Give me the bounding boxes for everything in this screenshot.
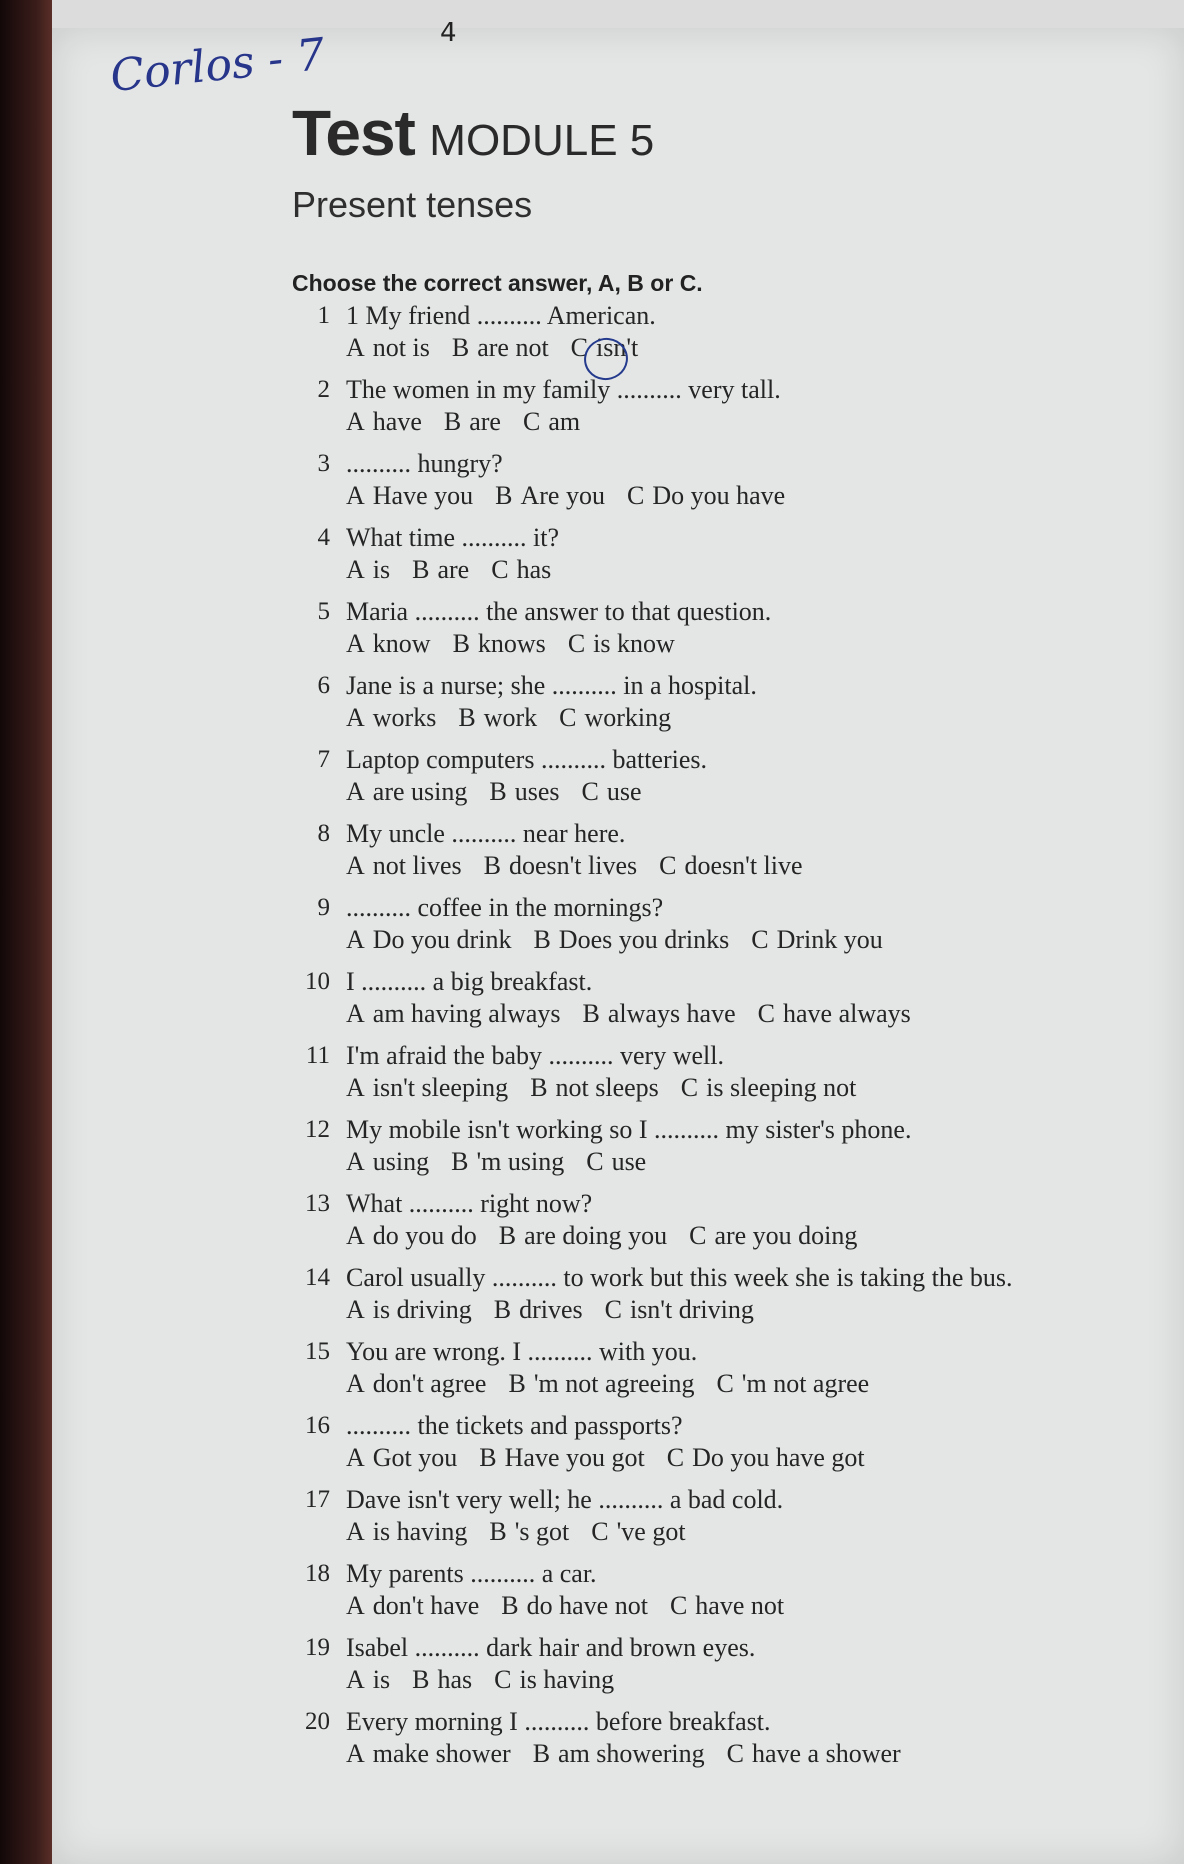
answer-option (495, 481, 605, 510)
answer-options (346, 850, 1170, 882)
option-letter: C (726, 1739, 744, 1768)
option-text: doesn't live (684, 851, 803, 880)
answer-option (523, 407, 580, 436)
question-stem: My parents .......... a car. (346, 1559, 597, 1588)
option-letter: C (559, 703, 577, 732)
answer-option (689, 1221, 857, 1250)
option-text: is having (519, 1665, 615, 1694)
answer-options (346, 776, 1170, 808)
question-number: 2 (317, 376, 330, 403)
answer-option (667, 1443, 865, 1472)
question-number: 20 (305, 1708, 330, 1735)
option-letter: C (666, 1443, 685, 1472)
option-text: Does you drinks (558, 925, 730, 954)
answer-option (346, 1147, 429, 1176)
question-number: 8 (317, 820, 330, 847)
answer-options (346, 1072, 1170, 1104)
answer-option (453, 629, 546, 658)
title-module: MODULE 5 (429, 116, 655, 165)
answer-options (346, 924, 1170, 956)
answer-option (346, 481, 473, 510)
option-text: is having (372, 1517, 468, 1546)
option-text: are you doing (714, 1221, 858, 1250)
option-text: have a shower (751, 1739, 901, 1768)
answer-option (586, 1147, 646, 1176)
option-letter: C (567, 629, 586, 658)
option-text: am having always (372, 999, 561, 1028)
option-letter: A (346, 1739, 365, 1768)
option-letter: C (757, 999, 775, 1028)
option-text: 'm not agreeing (533, 1369, 695, 1398)
question-number: 19 (305, 1634, 330, 1661)
answer-option (605, 1295, 754, 1324)
question-item (290, 966, 1170, 1030)
answer-option (346, 925, 511, 954)
option-text: am showering (558, 1739, 705, 1768)
question-number: 11 (305, 1042, 330, 1069)
option-letter: B (451, 1147, 469, 1176)
question-item (290, 1262, 1170, 1326)
answer-option (452, 333, 549, 362)
question-stem: .......... hungry? (346, 449, 503, 478)
answer-option (458, 703, 537, 732)
answer-option (346, 999, 561, 1028)
answer-option (346, 333, 430, 362)
question-stem: .......... the tickets and passports? (346, 1411, 683, 1440)
option-letter: A (346, 703, 365, 732)
option-letter: B (443, 407, 462, 436)
answer-option (727, 1739, 901, 1768)
answer-options (346, 480, 1170, 512)
option-letter: C (586, 1147, 604, 1176)
option-letter: B (489, 777, 507, 806)
option-text: do have not (526, 1591, 648, 1620)
question-stem: .......... coffee in the mornings? (346, 893, 664, 922)
option-text: 'm using (476, 1147, 565, 1176)
option-text: are (437, 555, 470, 584)
option-text: 's got (514, 1517, 570, 1546)
option-text: uses (514, 777, 560, 806)
option-letter: B (582, 999, 600, 1028)
option-text: are not (477, 333, 549, 362)
option-text: know (372, 629, 431, 658)
answer-options (346, 1368, 1170, 1400)
option-text: is sleeping not (706, 1073, 857, 1102)
question-item (290, 1632, 1170, 1696)
option-letter: C (689, 1221, 707, 1250)
option-letter: C (522, 407, 541, 436)
option-text: work (483, 703, 538, 732)
question-number: 17 (305, 1486, 330, 1513)
option-text: 'm not agree (741, 1369, 870, 1398)
option-letter: B (452, 629, 470, 658)
option-letter: C (494, 1665, 512, 1694)
question-number: 13 (305, 1190, 330, 1217)
question-item (290, 1336, 1170, 1400)
question-number: 4 (317, 524, 330, 551)
option-letter: B (495, 481, 513, 510)
answer-options (346, 1738, 1170, 1770)
option-text: using (372, 1147, 430, 1176)
answer-option (346, 1443, 457, 1472)
answer-option (491, 555, 551, 584)
option-text: is driving (372, 1295, 472, 1324)
option-text: Do you have got (692, 1443, 865, 1472)
option-text: don't have (372, 1591, 480, 1620)
answer-option (412, 1665, 472, 1694)
option-text: has (516, 555, 552, 584)
answer-options (346, 628, 1170, 660)
question-stem: Jane is a nurse; she .......... in a hospital. (346, 671, 757, 700)
question-stem: Every morning I .......... before breakfast. (346, 1707, 771, 1736)
option-text: do you do (372, 1221, 477, 1250)
answer-option (582, 777, 642, 806)
option-letter: A (346, 555, 365, 584)
photo-background-left (0, 0, 52, 1864)
answer-option (681, 1073, 857, 1102)
answer-option (559, 703, 671, 732)
question-number: 12 (305, 1116, 330, 1143)
option-letter: B (533, 925, 551, 954)
option-text: isn't (596, 333, 639, 362)
question-item (290, 1114, 1170, 1178)
question-stem: I .......... a big breakfast. (346, 967, 593, 996)
option-text: is know (593, 629, 675, 658)
option-letter: B (412, 1665, 430, 1694)
answer-option (412, 555, 469, 584)
option-text: knows (477, 629, 546, 658)
option-letter: B (489, 1517, 507, 1546)
answer-option (530, 1073, 659, 1102)
answer-option (444, 407, 501, 436)
answer-option (479, 1443, 644, 1472)
option-letter: A (346, 1517, 365, 1546)
question-number: 16 (305, 1412, 330, 1439)
option-text: doesn't lives (508, 851, 638, 880)
option-text: has (437, 1665, 473, 1694)
option-letter: B (532, 1739, 551, 1768)
title-main: Test (292, 97, 415, 169)
option-letter: A (346, 851, 365, 880)
question-number: 18 (305, 1560, 330, 1587)
option-text: have always (782, 999, 911, 1028)
option-letter: A (346, 1443, 365, 1472)
handwritten-note: Corlos - 7 (107, 28, 328, 103)
answer-option (346, 1591, 479, 1620)
option-text: 've got (616, 1517, 686, 1546)
option-text: works (372, 703, 437, 732)
option-letter: C (581, 777, 599, 806)
option-letter: A (346, 1591, 365, 1620)
option-text: working (584, 703, 672, 732)
option-text: use (606, 777, 642, 806)
option-text: not lives (372, 851, 462, 880)
question-number: 9 (317, 894, 330, 921)
answer-options (346, 554, 1170, 586)
option-letter: A (346, 407, 365, 436)
question-number: 3 (317, 450, 330, 477)
page-title (292, 96, 654, 170)
question-stem: Dave isn't very well; he .......... a bad cold. (346, 1485, 784, 1514)
question-stem: I'm afraid the baby .......... very well. (346, 1041, 724, 1070)
option-letter: A (346, 333, 365, 362)
answer-option (346, 1665, 390, 1694)
option-text: use (611, 1147, 647, 1176)
instruction-text: Choose the correct answer, A, B or C. (292, 270, 703, 296)
answer-option (346, 1517, 467, 1546)
option-letter: A (346, 629, 365, 658)
question-item (290, 892, 1170, 956)
question-item (290, 1706, 1170, 1770)
option-text: Do you drink (372, 925, 512, 954)
answer-option (489, 1517, 569, 1546)
question-number: 10 (305, 968, 330, 995)
answer-option (591, 1517, 685, 1546)
option-text: Do you have (652, 481, 786, 510)
answer-option (627, 481, 785, 510)
question-stem: What .......... right now? (346, 1189, 593, 1218)
top-mark: 4 (440, 18, 457, 48)
answer-options (346, 1146, 1170, 1178)
option-text: have not (695, 1591, 785, 1620)
answer-options (346, 1664, 1170, 1696)
question-stem: Laptop computers .......... batteries. (346, 745, 708, 774)
question-item (290, 1188, 1170, 1252)
option-letter: C (680, 1073, 699, 1102)
option-text: am (548, 407, 581, 436)
option-text: Are you (520, 481, 605, 510)
answer-option (451, 1147, 564, 1176)
option-letter: A (346, 1369, 365, 1398)
answer-option (346, 629, 431, 658)
option-letter: B (508, 1369, 526, 1398)
option-text: is (372, 1665, 391, 1694)
answer-option (346, 555, 390, 584)
question-stem: Isabel .......... dark hair and brown eyes. (346, 1633, 756, 1662)
option-letter: A (346, 1665, 365, 1694)
question-item (290, 448, 1170, 512)
answer-option (716, 1369, 869, 1398)
question-item (290, 818, 1170, 882)
question-number: 14 (305, 1264, 330, 1291)
option-text: is (372, 555, 391, 584)
question-number: 15 (305, 1338, 330, 1365)
question-number: 1 (317, 302, 330, 329)
option-letter: B (530, 1073, 548, 1102)
answer-option (501, 1591, 648, 1620)
answer-options (346, 332, 1170, 364)
option-letter: C (659, 851, 677, 880)
answer-option (346, 1739, 511, 1768)
answer-option (346, 1295, 472, 1324)
answer-option (346, 777, 467, 806)
answer-option (659, 851, 802, 880)
answer-option (484, 851, 638, 880)
question-item (290, 1558, 1170, 1622)
answer-option (346, 1073, 508, 1102)
answer-options (346, 1516, 1170, 1548)
option-letter: C (626, 481, 645, 510)
answer-option (758, 999, 911, 1028)
answer-option (508, 1369, 694, 1398)
option-text: Got you (372, 1443, 458, 1472)
question-item (290, 522, 1170, 586)
answer-option (346, 407, 422, 436)
option-letter: B (501, 1591, 519, 1620)
option-text: have (372, 407, 422, 436)
answer-option (346, 1221, 477, 1250)
answer-options (346, 998, 1170, 1030)
answer-option (533, 925, 729, 954)
question-item (290, 300, 1170, 364)
option-letter: B (451, 333, 470, 362)
option-letter: C (751, 925, 769, 954)
question-number: 6 (317, 672, 330, 699)
option-letter: B (483, 851, 501, 880)
option-letter: C (716, 1369, 734, 1398)
question-item (290, 596, 1170, 660)
question-item (290, 1410, 1170, 1474)
question-item (290, 374, 1170, 438)
question-stem: Maria .......... the answer to that question. (346, 597, 772, 626)
option-letter: A (346, 777, 365, 806)
option-letter: A (346, 925, 365, 954)
answer-option (568, 629, 675, 658)
question-stem: My mobile isn't working so I .......... my sister's phone. (346, 1115, 912, 1144)
option-letter: A (346, 1147, 365, 1176)
question-stem: The women in my family .......... very tall. (346, 375, 781, 404)
question-stem: 1 My friend .......... American. (346, 301, 656, 330)
option-text: always have (607, 999, 736, 1028)
option-text: Have you got (504, 1443, 645, 1472)
option-letter: B (498, 1221, 517, 1250)
question-item (290, 744, 1170, 808)
option-text: don't agree (372, 1369, 487, 1398)
option-letter: C (604, 1295, 622, 1324)
question-list (290, 300, 1170, 1780)
option-text: are doing you (524, 1221, 668, 1250)
question-item (290, 670, 1170, 734)
option-letter: A (346, 1295, 365, 1324)
answer-option (489, 777, 559, 806)
option-letter: A (346, 1073, 365, 1102)
page-subtitle: Present tenses (292, 184, 533, 225)
photo-background-top (0, 0, 1184, 28)
answer-options (346, 1294, 1170, 1326)
answer-options (346, 1220, 1170, 1252)
answer-option (533, 1739, 705, 1768)
option-text: make shower (372, 1739, 511, 1768)
option-letter: A (346, 481, 365, 510)
answer-option (499, 1221, 667, 1250)
answer-options (346, 406, 1170, 438)
question-stem: Carol usually .......... to work but this week she is taking the bus. (346, 1263, 1013, 1292)
answer-option (583, 999, 736, 1028)
option-text: not is (372, 333, 430, 362)
option-letter: B (479, 1443, 497, 1472)
option-letter: B (493, 1295, 512, 1324)
question-number: 7 (317, 746, 330, 773)
question-number: 5 (317, 598, 330, 625)
option-letter: C (570, 333, 589, 362)
answer-options (346, 1442, 1170, 1474)
answer-option (751, 925, 883, 954)
option-text: isn't sleeping (372, 1073, 509, 1102)
question-stem: What time .......... it? (346, 523, 560, 552)
answer-options (346, 702, 1170, 734)
option-letter: C (491, 555, 509, 584)
option-text: Drink you (776, 925, 883, 954)
option-letter: A (346, 999, 365, 1028)
answer-option (346, 851, 462, 880)
option-text: are (469, 407, 501, 436)
option-text: Have you (372, 481, 474, 510)
question-stem: You are wrong. I .......... with you. (346, 1337, 698, 1366)
question-item (290, 1040, 1170, 1104)
answer-option (494, 1665, 614, 1694)
option-letter: C (591, 1517, 609, 1546)
answer-option (346, 1369, 486, 1398)
question-stem: My uncle .......... near here. (346, 819, 626, 848)
answer-option (670, 1591, 784, 1620)
option-letter: B (412, 555, 430, 584)
option-letter: B (458, 703, 476, 732)
option-letter: A (346, 1221, 365, 1250)
option-text: are using (372, 777, 468, 806)
option-text: isn't driving (629, 1295, 754, 1324)
answer-option (346, 703, 436, 732)
option-text: not sleeps (555, 1073, 659, 1102)
question-item (290, 1484, 1170, 1548)
answer-option (494, 1295, 583, 1324)
answer-options (346, 1590, 1170, 1622)
option-letter: C (669, 1591, 688, 1620)
option-text: drives (519, 1295, 583, 1324)
